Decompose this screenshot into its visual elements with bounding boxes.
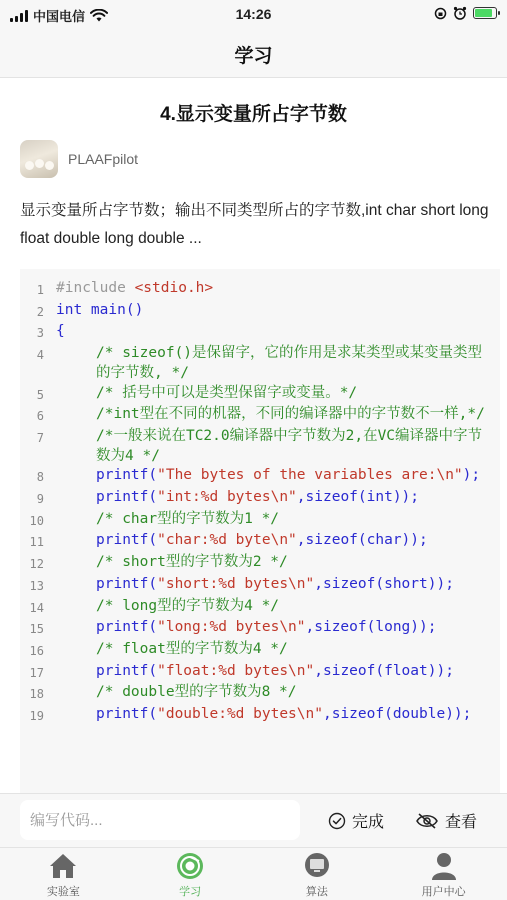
- status-time: 14:26: [235, 6, 272, 22]
- code-text: {: [56, 323, 65, 340]
- code-line: [20, 618, 500, 640]
- line-number: 10: [29, 513, 44, 528]
- line-number: 6: [36, 409, 44, 424]
- code-line: [20, 597, 500, 619]
- code-text: printf("float:%d bytes\n",sizeof(float));: [96, 662, 454, 679]
- code-line: [20, 553, 500, 575]
- house-icon: [47, 850, 79, 882]
- code-line: [20, 301, 500, 323]
- author-row[interactable]: [20, 140, 138, 178]
- finish-label: 完成: [352, 814, 385, 831]
- code-text: printf("char:%d byte\n",sizeof(char));: [96, 532, 428, 549]
- code-text: /* char型的字节数为1 */: [96, 510, 280, 527]
- code-input-bar: [0, 793, 507, 847]
- code-text: printf("double:%d bytes\n",sizeof(double));: [96, 706, 472, 723]
- code-text: /* float型的字节数为4 */: [96, 640, 288, 657]
- line-number: 14: [29, 600, 44, 615]
- code-text: printf("int:%d bytes\n",sizeof(int));: [96, 489, 420, 506]
- code-line: [20, 279, 500, 301]
- tab-user-center[interactable]: [380, 848, 507, 900]
- code-text: /* 括号中可以是类型保留字或变量。*/: [96, 384, 358, 401]
- line-number: 11: [29, 535, 44, 550]
- tab-label-lab: 实验室: [46, 886, 80, 898]
- line-number: 12: [29, 557, 44, 572]
- code-line: [20, 405, 500, 427]
- status-right: [434, 6, 497, 20]
- eye-slash-icon: [415, 812, 439, 830]
- code-line: [20, 531, 500, 553]
- finish-button[interactable]: [328, 809, 384, 832]
- code-text: /* long型的字节数为4 */: [96, 597, 280, 614]
- code-line: [20, 466, 500, 488]
- article-summary: 显示变量所占字节数；输出不同类型所占的字节数,int char short long float double long double ...: [20, 202, 489, 247]
- line-number: 19: [29, 709, 44, 724]
- code-text: /*int型在不同的机器，不同的编译器中的字节数不一样,*/: [96, 406, 485, 423]
- view-label: 查看: [445, 814, 478, 831]
- code-text: int main(): [56, 301, 144, 318]
- line-number: 9: [36, 492, 44, 507]
- line-number: 1: [36, 283, 44, 297]
- tab-learn[interactable]: [127, 848, 254, 900]
- article-content[interactable]: [0, 79, 507, 793]
- code-line: [20, 510, 500, 532]
- code-line: [20, 640, 500, 662]
- learn-circle-icon: [174, 850, 206, 882]
- tab-label-algorithm: 算法: [305, 886, 328, 898]
- code-line: [20, 488, 500, 510]
- code-text: printf("long:%d bytes\n",sizeof(long));: [96, 619, 437, 636]
- code-line: [20, 662, 500, 684]
- code-line: [20, 575, 500, 597]
- battery-icon: [473, 7, 497, 19]
- line-number: 8: [36, 470, 44, 485]
- tab-label-learn: 学习: [179, 886, 202, 898]
- view-button[interactable]: [415, 809, 477, 832]
- line-number: 13: [29, 578, 44, 593]
- article-title: 4.显示变量所占字节数: [160, 104, 347, 125]
- rotation-lock-icon: [434, 7, 447, 20]
- code-text: #include <stdio.h>: [56, 280, 214, 296]
- code-text: /* double型的字节数为8 */: [96, 684, 297, 701]
- code-text: printf("The bytes of the variables are:\n");: [96, 467, 481, 484]
- carrier-label: 中国电信: [33, 9, 86, 24]
- tab-lab[interactable]: [0, 848, 127, 900]
- line-number: 15: [29, 622, 44, 637]
- page-title: 学习: [234, 46, 273, 67]
- tab-label-user-center: 用户中心: [421, 886, 466, 898]
- code-line: [20, 683, 500, 705]
- code-line: [20, 705, 500, 727]
- nav-bar: [0, 28, 507, 78]
- avatar[interactable]: [20, 140, 58, 178]
- status-bar: [0, 0, 507, 28]
- code-input[interactable]: [20, 800, 300, 840]
- code-line: [20, 427, 500, 466]
- code-line: [20, 384, 500, 406]
- monitor-icon: [301, 850, 333, 882]
- code-text: printf("short:%d bytes\n",sizeof(short));: [96, 575, 454, 592]
- line-number: 2: [36, 304, 44, 319]
- line-number: 7: [36, 430, 44, 445]
- line-number: 3: [36, 326, 44, 341]
- code-line: [20, 322, 500, 344]
- line-number: 5: [36, 387, 44, 402]
- user-icon: [428, 850, 460, 882]
- code-text: /* sizeof()是保留字，它的作用是求某类型或某变量类型的字节数, */: [96, 345, 483, 381]
- check-circle-icon: [328, 812, 346, 830]
- line-number: 17: [29, 665, 44, 680]
- line-number: 18: [29, 687, 44, 702]
- line-number: 4: [36, 348, 44, 363]
- tab-algorithm[interactable]: [254, 848, 381, 900]
- code-text: /* short型的字节数为2 */: [96, 554, 288, 571]
- author-name[interactable]: PLAAFpilot: [68, 151, 139, 167]
- tab-bar: [0, 847, 507, 900]
- alarm-icon: [453, 6, 467, 20]
- code-text: /*一般来说在TC2.0编译器中字节数为2,在VC编译器中字节数为4 */: [96, 427, 483, 464]
- code-block: [20, 269, 500, 793]
- code-line: [20, 344, 500, 383]
- line-number: 16: [29, 643, 44, 658]
